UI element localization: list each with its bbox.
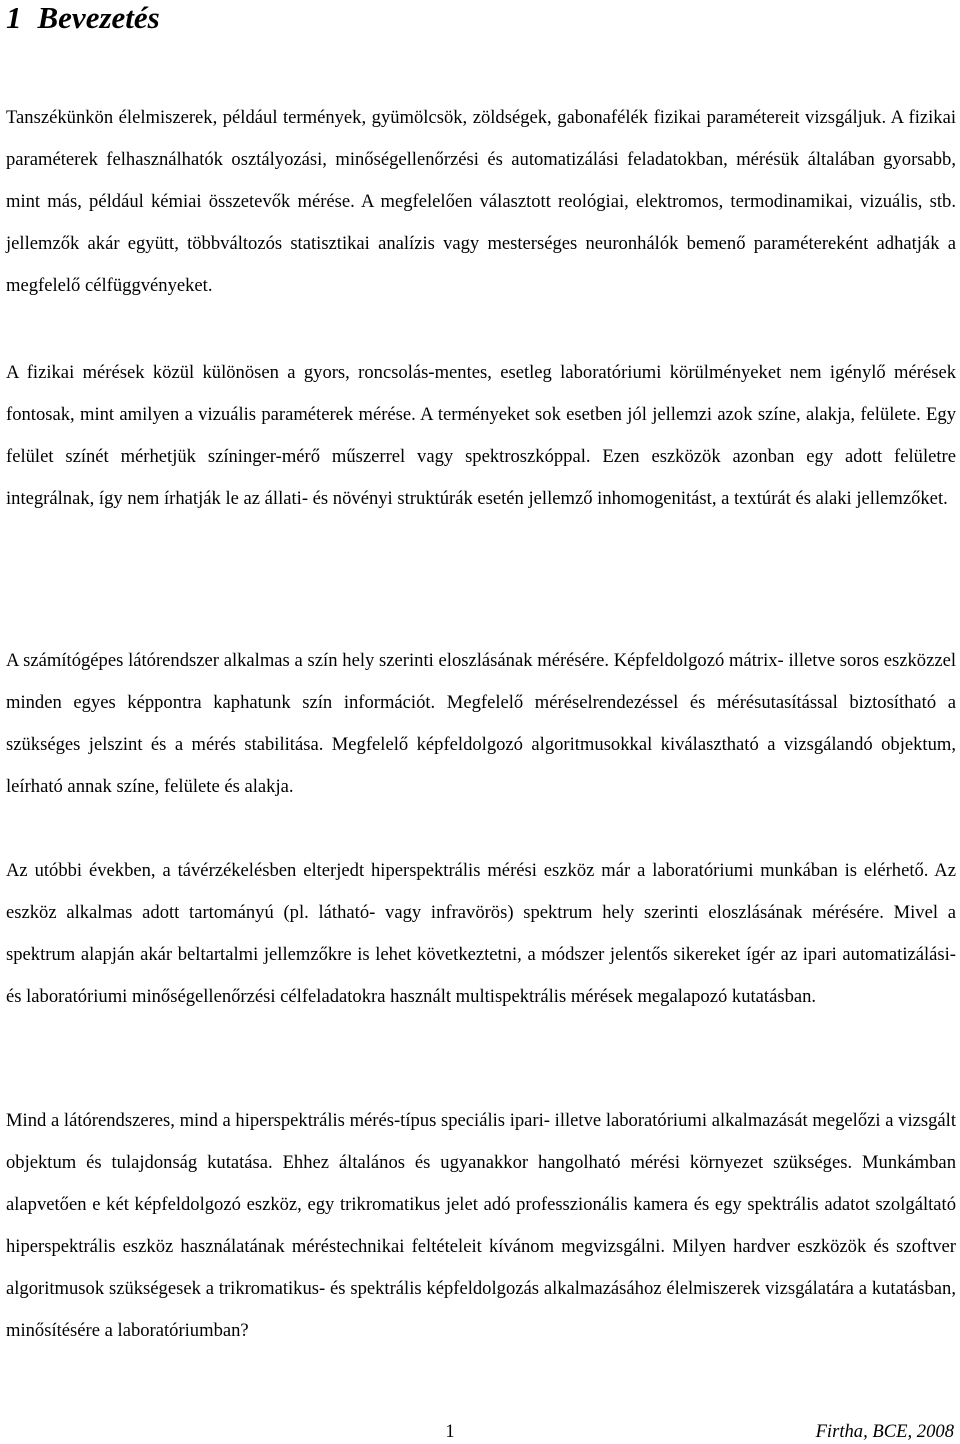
paragraph-physical-measurements: A fizikai mérések közül különösen a gyors, roncsolás-mentes, esetleg laboratóriumi körülményeket nem igénylő mérések fontosak, mint amilyen a vizuális paraméterek mérése. A terményeket sok esetben jól jellemzi azok színe, alakja, felülete. Egy felület színét mérhetjük színinger-mérő műszerrel vagy spektroszkóppal. Ezen eszközök azonban egy adott felületre integrálnak, így nem írhatják le az állati- és növényi struktúrák esetén jellemző inhomogenitást, a textúrát és alaki jellemzőket. (6, 362, 956, 509)
paragraph-vision-system: A számítógépes látórendszer alkalmas a szín hely szerinti eloszlásának mérésére. Képfeldolgozó mátrix- illetve soros eszközzel minden egyes képpontra kaphatunk szín információt. Megfelelő méréselrendezéssel és mérésutasítással biztosítható a szükséges jelszint és a mérés stabilitása. Megfelelő képfeldolgozó algoritmusokkal kiválasztható a vizsgálandó objektum, leírható annak színe, felülete és alakja. (6, 650, 956, 797)
paragraph-research-goal: Mind a látórendszeres, mind a hiperspektrális mérés-típus speciális ipari- illetve laboratóriumi alkalmazását megelőzi a vizsgált objektum és tulajdonság kutatása. Ehhez általános és ugyanakkor hangolható mérési környezet szükséges. Munkámban alapvetően e két képfeldolgozó eszköz, egy trikromatikus jelet adó professzionális kamera és egy spektrális adatot szolgáltató hiperspektrális eszköz használatának méréstechnikai feltételeit kívánom megvizsgálni. Milyen hardver eszközök és szoftver algoritmusok szükségesek a trikromatikus- és spektrális képfeldolgozás alkalmazásához élelmiszerek vizsgálatára a kutatásban, minősítésére a laboratóriumban? (6, 1110, 956, 1341)
section-number: 1 (6, 0, 22, 35)
paragraph-intro: Tanszékünkön élelmiszerek, például termények, gyümölcsök, zöldségek, gabonafélék fizikai paramétereit vizsgáljuk. A fizikai paraméterek felhasználhatók osztályozási, minőségellenőrzési és automatizálási feladatokban, mérésük általában gyorsabb, mint más, például kémiai összetevők mérése. A megfelelően választott reológiai, elektromos, termodinamikai, vizuális, stb. jellemzők akár együtt, többváltozós statisztikai analízis vagy mesterséges neuronhálók bemenő paramétereként adhatják a megfelelő célfüggvényeket. (6, 107, 956, 296)
section-title: Bevezetés (37, 0, 160, 35)
paragraph-hyperspectral: Az utóbbi években, a távérzékelésben elterjedt hiperspektrális mérési eszköz már a laboratóriumi munkában is elérhető. Az eszköz alkalmas adott tartományú (pl. látható- vagy infravörös) spektrum hely szerinti eloszlásának mérésére. Mivel a spektrum alapján akár beltartalmi jellemzőkre is lehet következtetni, a módszer jelentős sikereket ígér az ipari automatizálási- és laboratóriumi minőségellenőrzési célfeladatokra használt multispektrális mérések megalapozó kutatásban. (6, 860, 956, 1007)
section-heading (6, 0, 160, 36)
page-number: 1 (445, 1421, 455, 1442)
footer-author: Firtha, BCE, 2008 (815, 1421, 954, 1442)
